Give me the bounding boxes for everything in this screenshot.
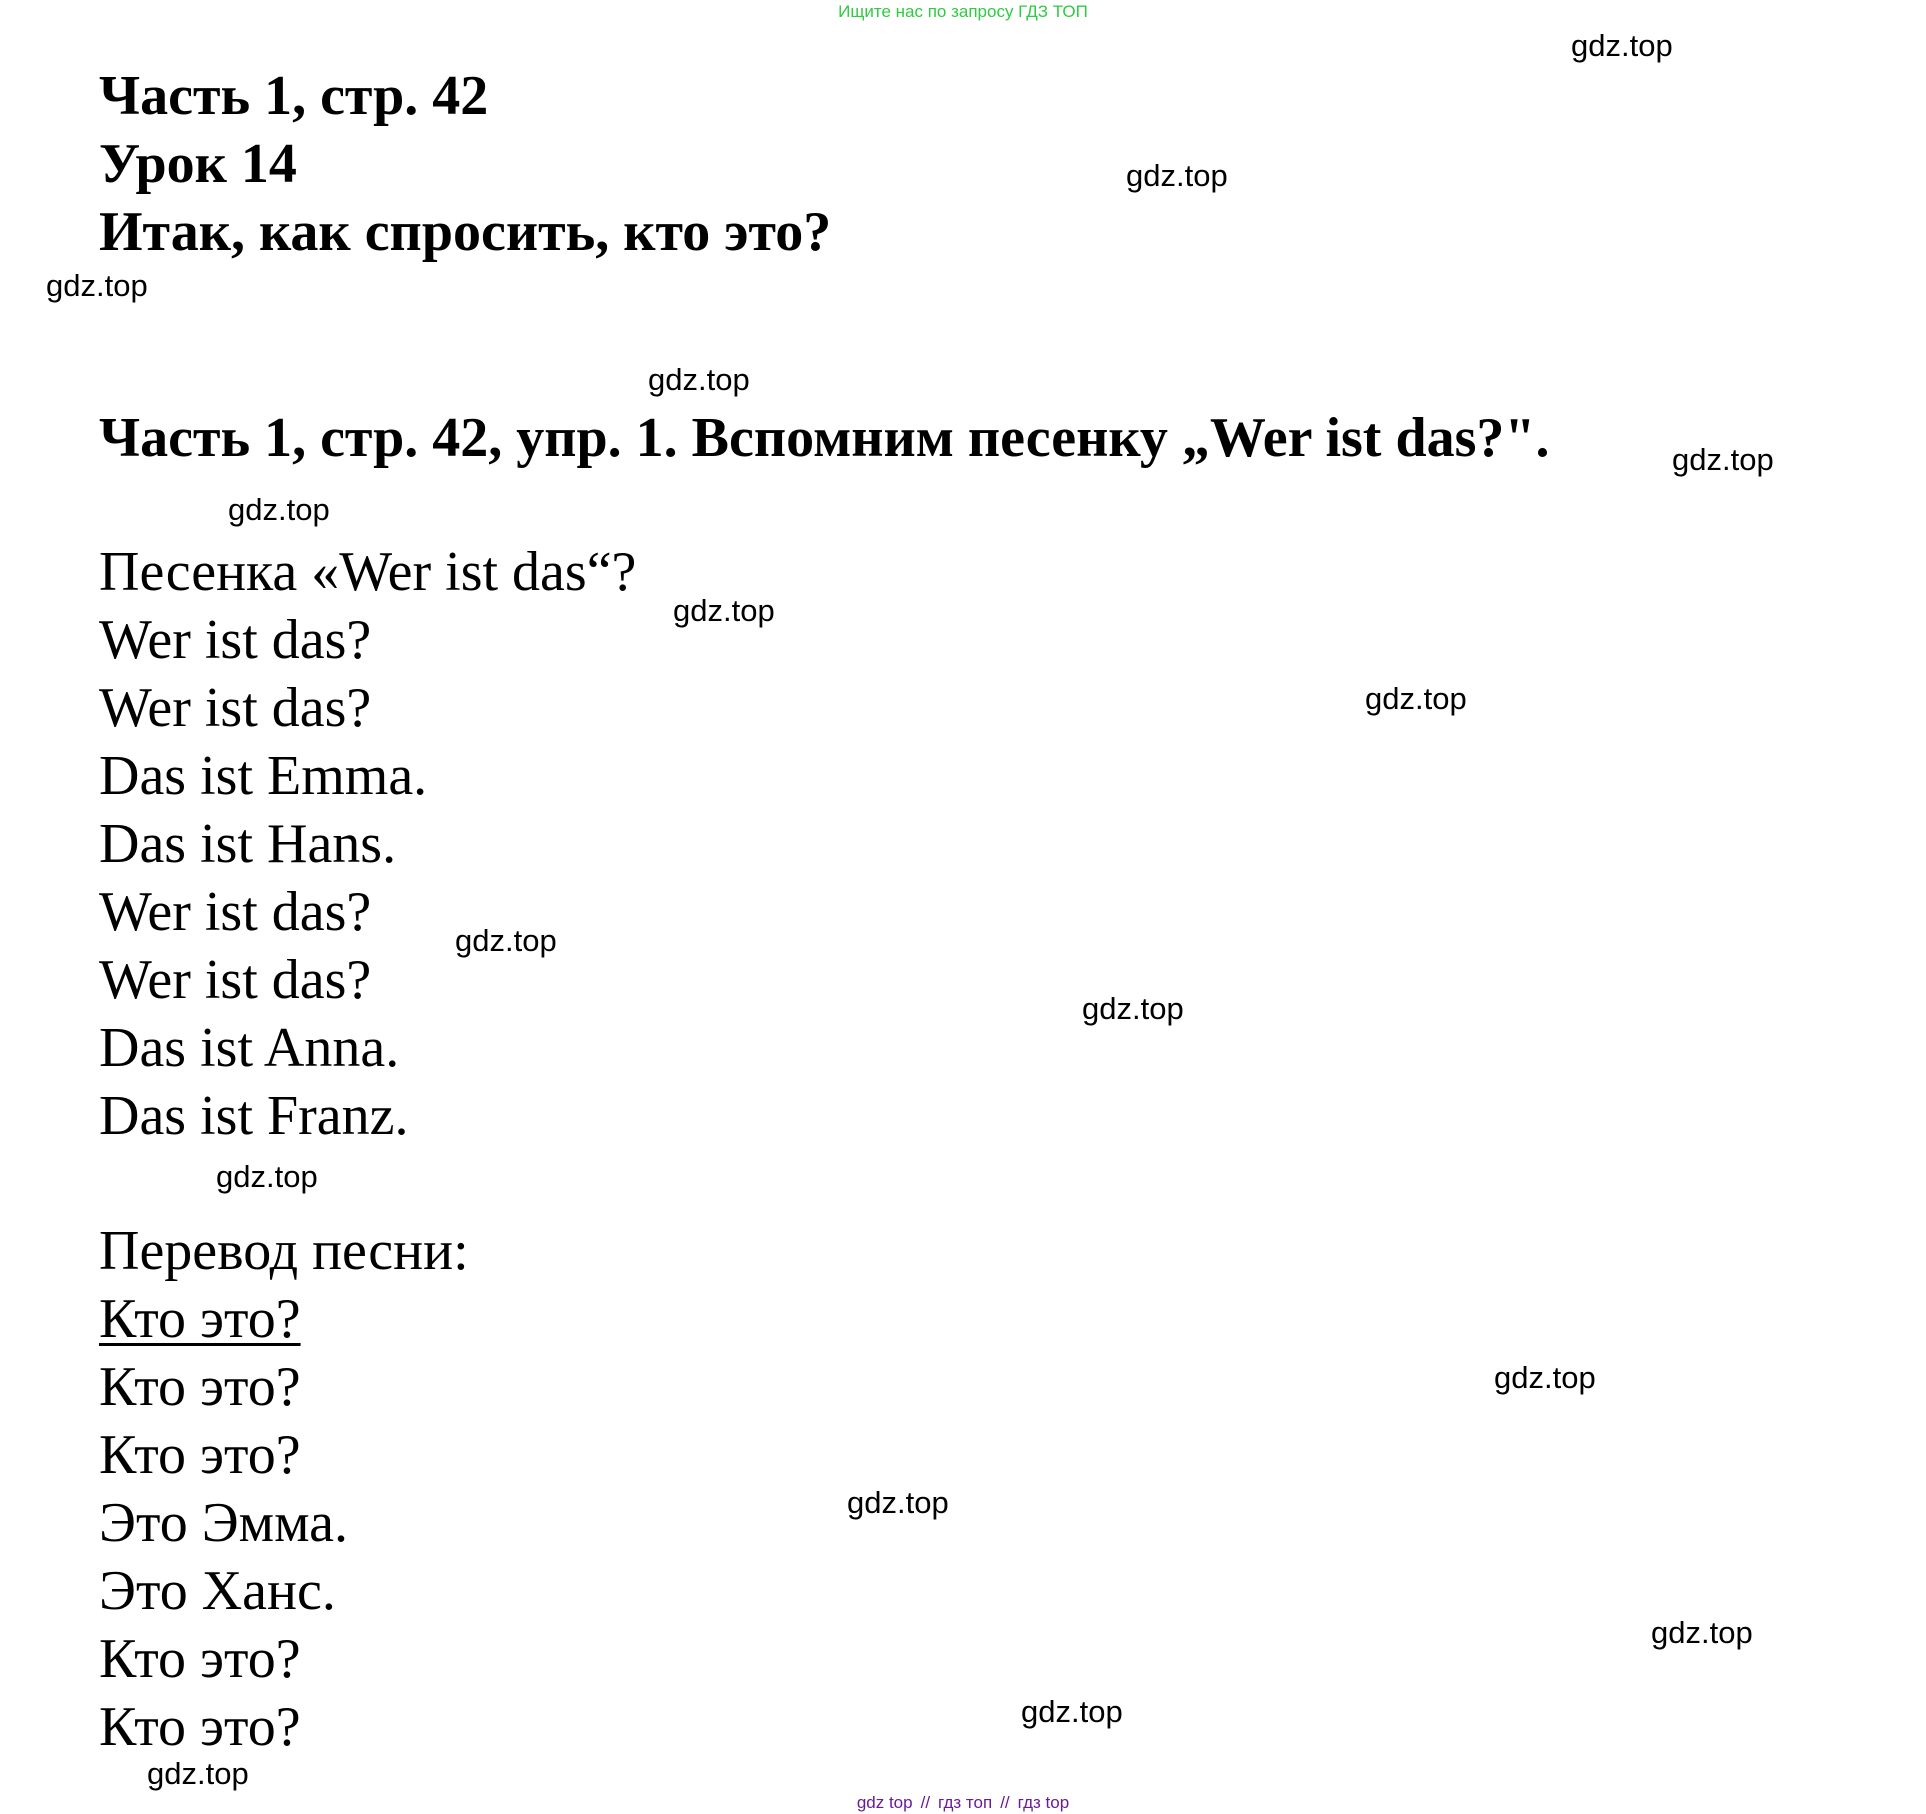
translation-line: Кто это? bbox=[99, 1628, 301, 1690]
translation-line: Кто это? bbox=[99, 1424, 301, 1486]
watermark-text: gdz.top bbox=[216, 1159, 318, 1194]
watermark-text: gdz.top bbox=[1651, 1615, 1753, 1650]
footer-link[interactable]: гдз top bbox=[1017, 1793, 1070, 1812]
watermark-text: gdz.top bbox=[1365, 681, 1467, 716]
watermark-text: gdz.top bbox=[1672, 442, 1774, 477]
watermark-text: gdz.top bbox=[228, 492, 330, 527]
watermark-text: gdz.top bbox=[1494, 1360, 1596, 1395]
watermark-text: gdz.top bbox=[147, 1756, 249, 1791]
song-title: Песенка «Wer ist das“? bbox=[99, 541, 637, 603]
song-line: Wer ist das? bbox=[99, 949, 372, 1011]
song-line: Wer ist das? bbox=[99, 881, 372, 943]
part-page-heading: Часть 1, стр. 42 bbox=[99, 65, 489, 127]
watermark-text: gdz.top bbox=[673, 593, 775, 628]
watermark-text: gdz.top bbox=[1126, 158, 1228, 193]
watermark-text: gdz.top bbox=[1082, 991, 1184, 1026]
watermark-text: gdz.top bbox=[455, 923, 557, 958]
translation-line: Это Ханс. bbox=[99, 1560, 336, 1622]
lesson-heading: Урок 14 bbox=[99, 133, 297, 195]
watermark-text: gdz.top bbox=[847, 1485, 949, 1520]
song-line: Wer ist das? bbox=[99, 609, 372, 671]
translation-line: Это Эмма. bbox=[99, 1492, 349, 1554]
footer-links bbox=[0, 1793, 1926, 1813]
topic-heading: Итак, как спросить, кто это? bbox=[99, 201, 832, 263]
song-line: Das ist Anna. bbox=[99, 1017, 400, 1079]
watermark-text: gdz.top bbox=[46, 268, 148, 303]
translation-line: Кто это? bbox=[99, 1696, 301, 1758]
watermark-text: gdz.top bbox=[1021, 1694, 1123, 1729]
footer-link[interactable]: гдз топ bbox=[938, 1793, 993, 1812]
song-line: Das ist Hans. bbox=[99, 813, 397, 875]
exercise-title: Часть 1, стр. 42, упр. 1. Вспомним песенку „Wer ist das?". bbox=[99, 407, 1550, 469]
footer-separator: // bbox=[920, 1793, 931, 1812]
song-line: Wer ist das? bbox=[99, 677, 372, 739]
translation-line: Кто это? bbox=[99, 1356, 301, 1418]
top-banner[interactable]: Ищите нас по запросу ГДЗ ТОП bbox=[838, 2, 1088, 21]
song-line: Das ist Emma. bbox=[99, 745, 428, 807]
song-line: Das ist Franz. bbox=[99, 1085, 409, 1147]
translation-heading: Перевод песни: bbox=[99, 1220, 469, 1282]
watermark-text: gdz.top bbox=[648, 362, 750, 397]
translation-line: Кто это? bbox=[99, 1288, 301, 1350]
footer-link[interactable]: gdz top bbox=[856, 1793, 913, 1812]
footer-separator: // bbox=[1000, 1793, 1010, 1812]
watermark-text: gdz.top bbox=[1571, 28, 1673, 63]
